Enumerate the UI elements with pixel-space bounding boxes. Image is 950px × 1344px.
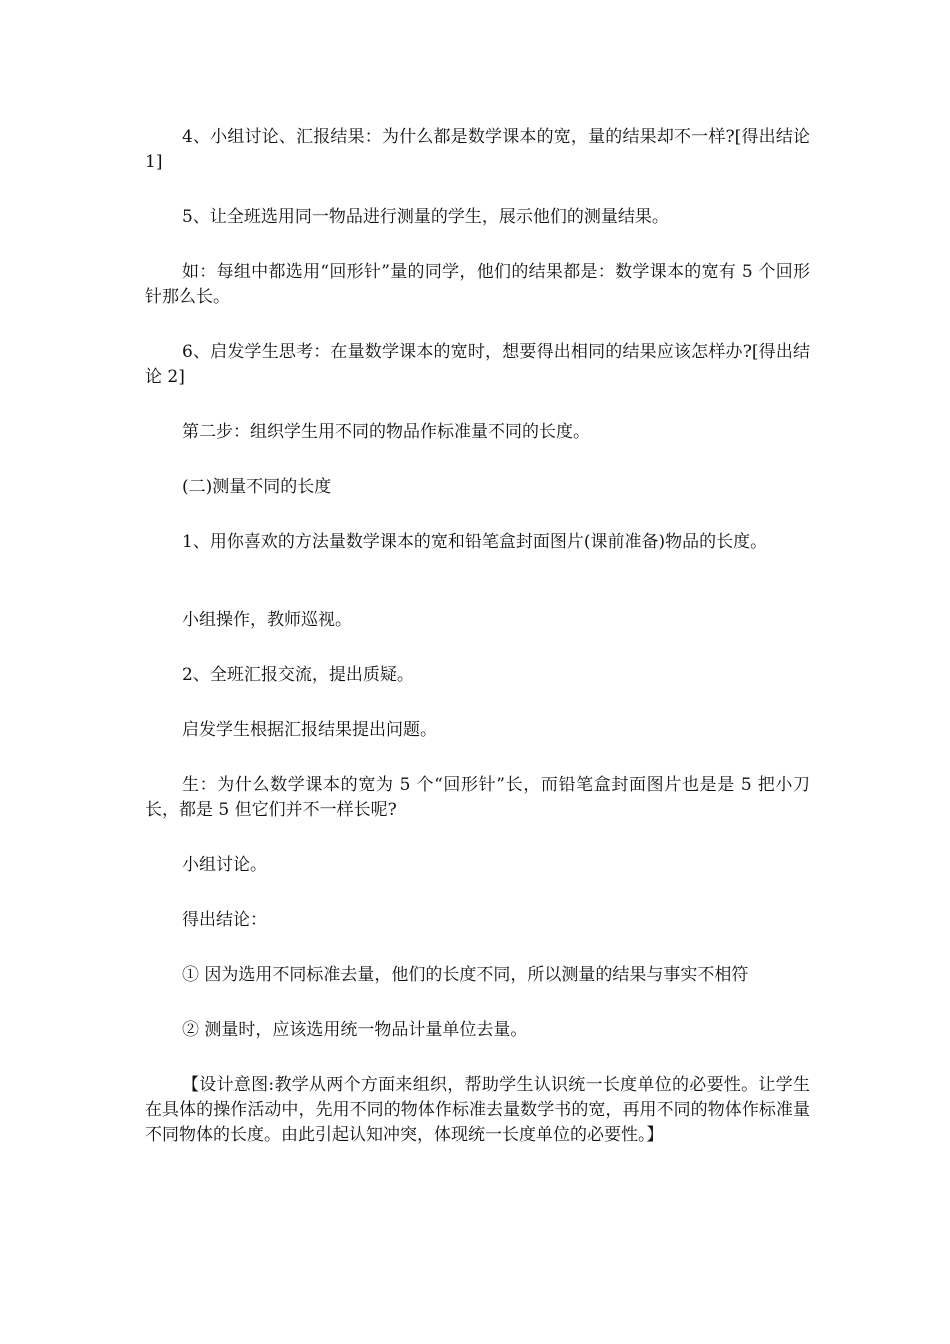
paragraph-student-question: 生：为什么数学课本的宽为 5 个“回形针”长，而铅笔盒封面图片也是是 5 把小刀长，都是 5 但它们并不一样长呢?: [145, 775, 810, 820]
paragraph-group-discussion: 小组讨论。: [182, 855, 267, 875]
paragraph-task-1: 1、用你喜欢的方法量数学课本的宽和铅笔盒封面图片(课前准备)物品的长度。: [182, 532, 768, 552]
paragraph-task-2: 2、全班汇报交流，提出质疑。: [182, 665, 414, 685]
paragraph-conclusion-2: ② 测量时，应该选用统一物品计量单位去量。: [182, 1020, 528, 1040]
paragraph-group-operation: 小组操作，教师巡视。: [182, 610, 352, 630]
paragraph-prompt-questions: 启发学生根据汇报结果提出问题。: [182, 720, 437, 740]
paragraph-example: 如：每组中都选用“回形针”量的同学，他们的结果都是：数学课本的宽有 5 个回形针那么长。: [145, 262, 810, 307]
paragraph-design-intent: 【设计意图:教学从两个方面来组织，帮助学生认识统一长度单位的必要性。让学生在具体的操作活动中，先用不同的物体作标准去量数学书的宽，再用不同的物体作标准量不同物体的长度。由此引起认知冲突，体现统一长度单位的必要性。】: [145, 1075, 810, 1145]
paragraph-conclusion-heading: 得出结论：: [182, 910, 267, 930]
paragraph-step-5: 5、让全班选用同一物品进行测量的学生，展示他们的测量结果。: [182, 207, 669, 227]
section-heading-measure-lengths: (二)测量不同的长度: [182, 477, 332, 497]
paragraph-step-6: 6、启发学生思考：在量数学课本的宽时，想要得出相同的结果应该怎样办?[得出结论 2]: [145, 342, 810, 387]
paragraph-second-step: 第二步：组织学生用不同的物品作标准量不同的长度。: [182, 422, 590, 442]
paragraph-step-4: 4、小组讨论、汇报结果：为什么都是数学课本的宽，量的结果却不一样?[得出结论 1]: [145, 127, 810, 172]
paragraph-conclusion-1: ① 因为选用不同标准去量，他们的长度不同，所以测量的结果与事实不相符: [182, 965, 749, 985]
